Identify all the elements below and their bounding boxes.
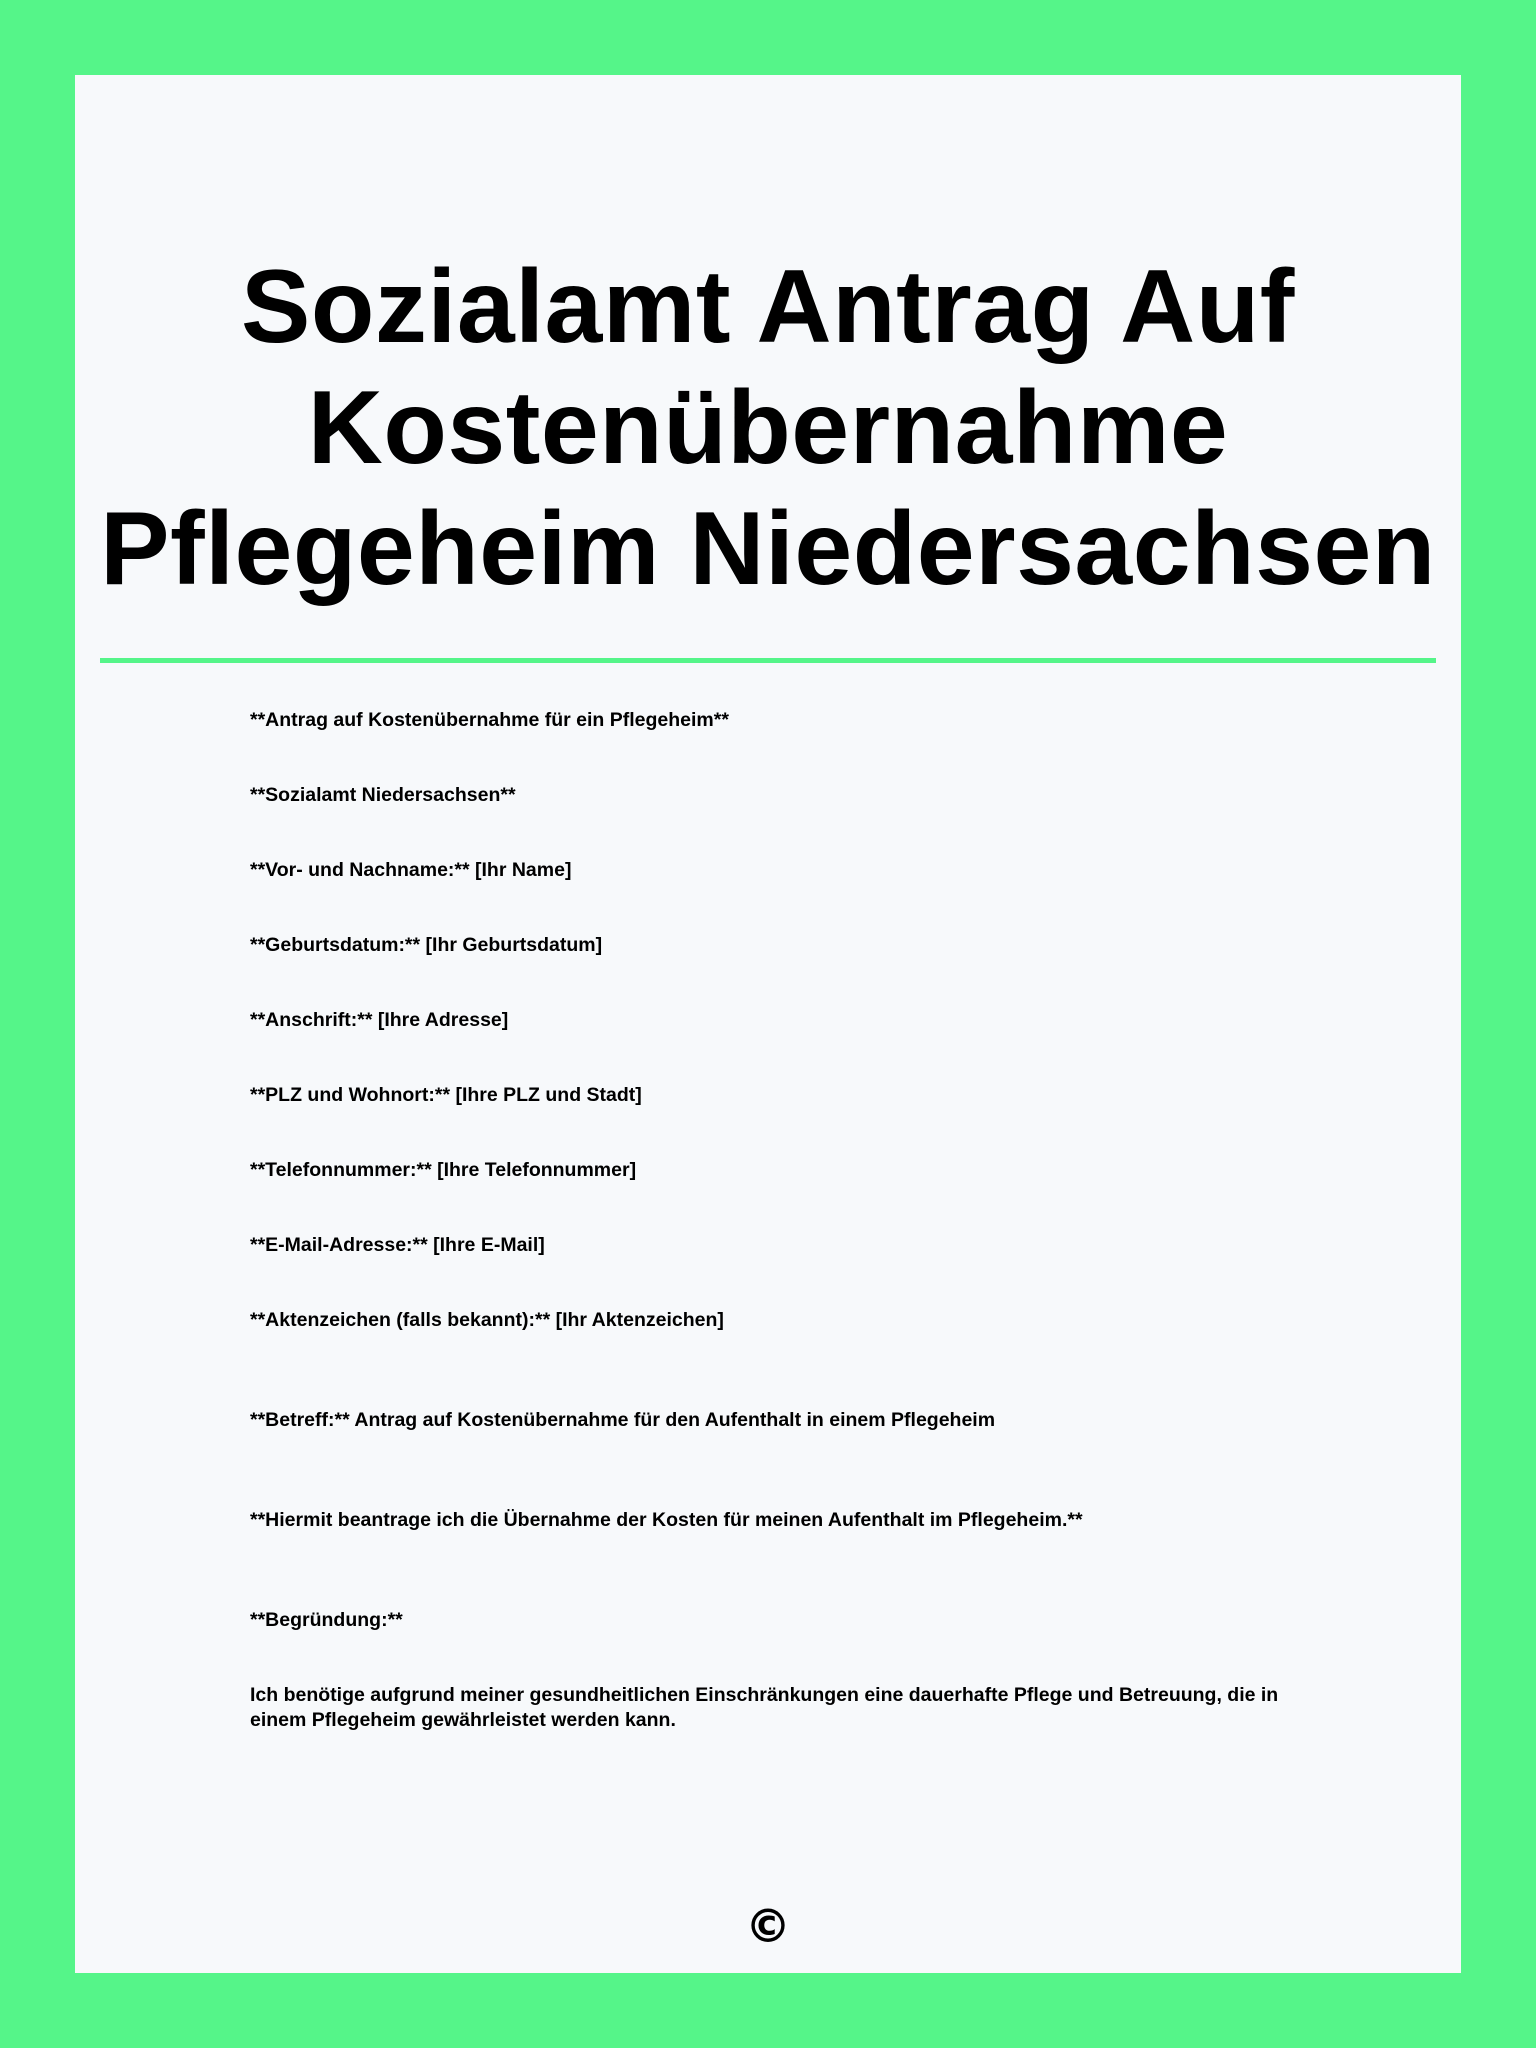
authority-line: **Sozialamt Niedersachsen** [250,784,516,806]
postal-city-field: **PLZ und Wohnort:** [Ihre PLZ und Stadt] [250,1084,642,1106]
file-number-field: **Aktenzeichen (falls bekannt):** [Ihr Aktenzeichen] [250,1309,724,1331]
title-divider [100,658,1436,663]
form-heading: **Antrag auf Kostenübernahme für ein Pflegeheim** [250,709,729,731]
email-field: **E-Mail-Adresse:** [Ihre E-Mail] [250,1234,545,1256]
subject-line: **Betreff:** Antrag auf Kostenübernahme für den Aufenthalt in einem Pflegeheim [250,1409,996,1431]
reason-label: **Begründung:** [250,1609,403,1631]
name-field: **Vor- und Nachname:** [Ihr Name] [250,859,572,881]
birthdate-field: **Geburtsdatum:** [Ihr Geburtsdatum] [250,934,603,956]
address-field: **Anschrift:** [Ihre Adresse] [250,1009,509,1031]
phone-field: **Telefonnummer:** [Ihre Telefonnummer] [250,1159,637,1181]
title-line-1: Sozialamt Antrag Auf [241,249,1295,365]
title-line-2: Kostenübernahme [307,370,1229,486]
title-line-3: Pflegeheim Niedersachsen [100,491,1436,607]
reason-text: Ich benötige aufgrund meiner gesundheitlichen Einschränkungen eine dauerhafte Pflege und Betreuung, die in einem Pflegeheim gewährleistet werden kann. [250,1684,1279,1731]
document-page [75,75,1461,1973]
page-title [75,247,1461,610]
copyright-icon: © [745,1899,791,1953]
request-line: **Hiermit beantrage ich die Übernahme der Kosten für meinen Aufenthalt im Pflegeheim.** [250,1509,1083,1531]
